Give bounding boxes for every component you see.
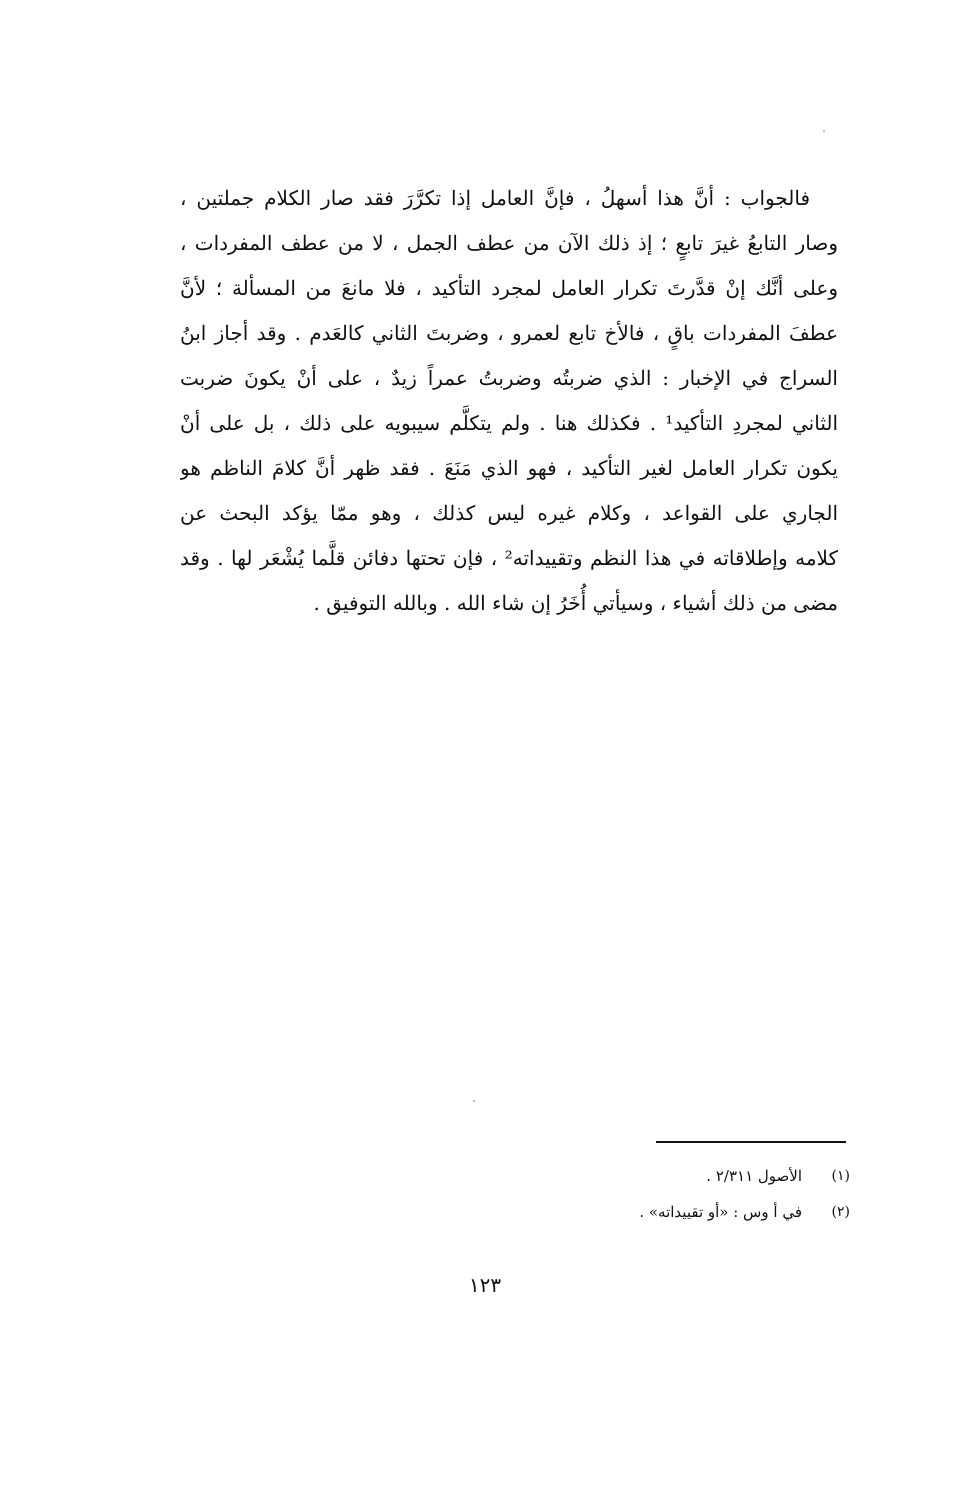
footnote-separator: [656, 1141, 846, 1143]
text-line: عطفَ المفردات باقٍ ، فالأخ تابع لعمرو ، وضربتَ الثاني كالعَدم . وقد أجاز ابنُ: [180, 321, 838, 345]
text-line: كلامه وإطلاقاته في هذا النظم وتقييداته² ، فإن تحتها دفائن قلَّما يُشْعَر لها . وقد: [180, 546, 838, 570]
scan-speck: [823, 130, 825, 132]
text-line: الثاني لمجردِ التأكيد¹ . فكذلك هنا . ولم يتكلَّم سيبويه على ذلك ، بل على أنْ: [180, 411, 838, 435]
text-line: السراج في الإخبار : الذي ضربتُه وضربتُ عمراً زيدٌ ، على أنْ يكونَ ضربت: [180, 366, 838, 390]
page-number: ١٢٣: [468, 1273, 502, 1297]
scan-speck: [473, 1100, 475, 1102]
footnotes: [560, 1158, 850, 1230]
text-line: مضى من ذلك أشياء ، وسيأتي أُخَرُ إن شاء الله . وبالله التوفيق .: [313, 591, 838, 615]
text-line: فالجواب : أنَّ هذا أسهلُ ، فإنَّ العامل إذا تكرَّرَ فقد صار الكلام جملتين ،: [180, 186, 810, 210]
footnote-text: الأصول ٢/٣١١ .: [706, 1167, 802, 1185]
text-line: الجاري على القواعد ، وكلام غيره ليس كذلك ، وهو ممّا يؤكد البحث عن: [180, 501, 838, 525]
text-line: يكون تكرار العامل لغير التأكيد ، فهو الذي مَنَعَ . فقد ظهر أنَّ كلامَ الناظم هو: [180, 456, 838, 480]
footnote-number: (١): [831, 1168, 850, 1184]
footnote-text: في أ وس : «أو تقييداته» .: [639, 1203, 802, 1221]
footnote-item: [560, 1194, 850, 1230]
main-text-block: [180, 176, 838, 626]
text-line: وعلى أنَّك إنْ قدَّرتَ تكرار العامل لمجرد التأكيد ، فلا مانعَ من المسألة ؛ لأنَّ: [180, 276, 838, 300]
footnote-number: (٢): [831, 1204, 850, 1220]
footnote-item: [560, 1158, 850, 1194]
text-line: وصار التابعُ غيرَ تابعٍ ؛ إذ ذلك الآن من عطف الجمل ، لا من عطف المفردات ،: [180, 231, 838, 255]
